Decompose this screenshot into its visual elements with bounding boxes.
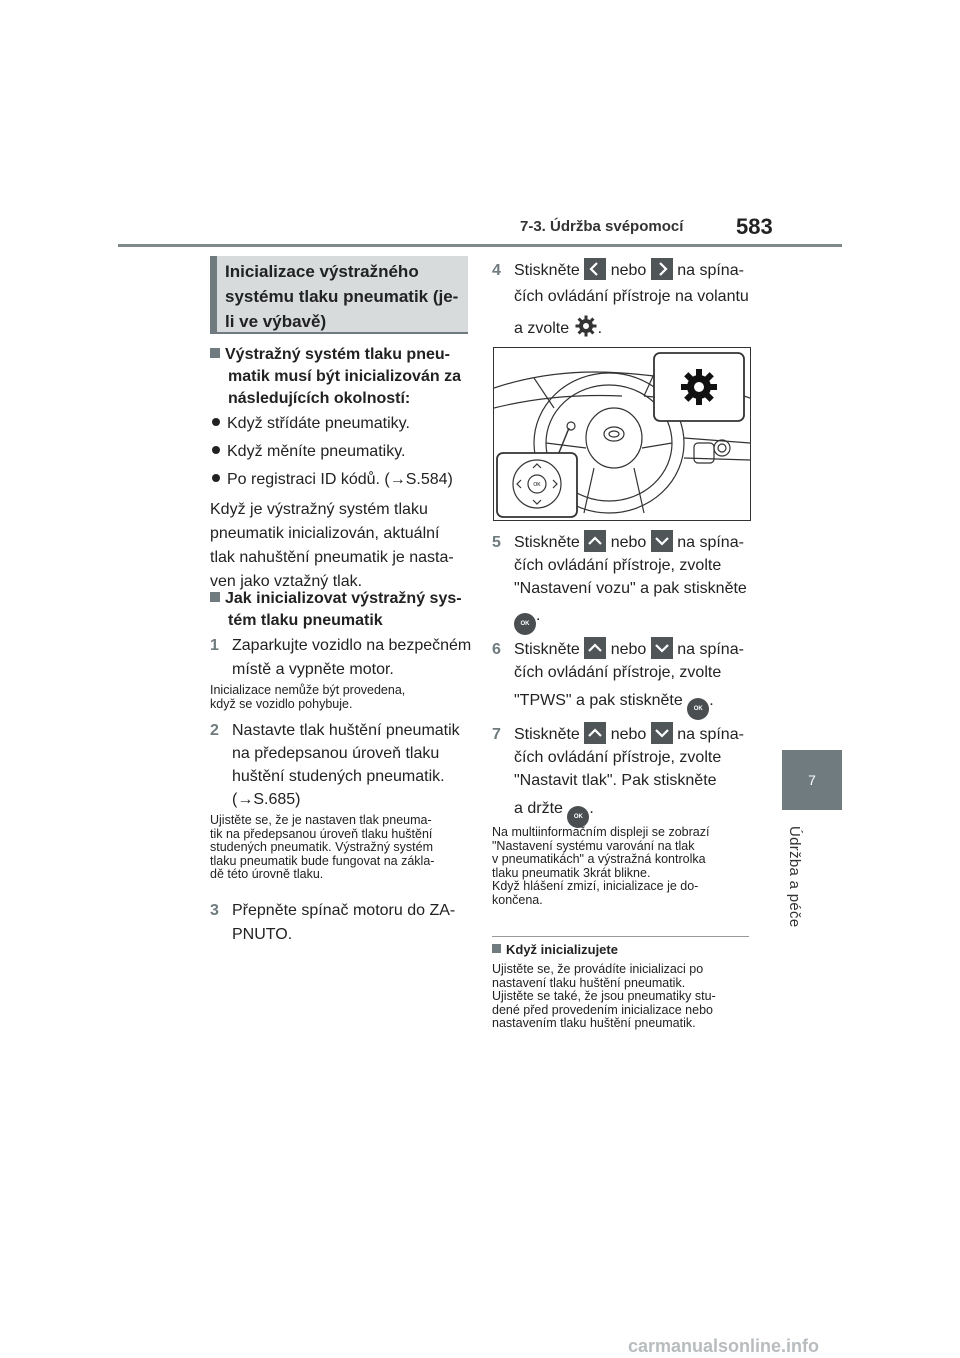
up-arrow-icon (584, 722, 606, 744)
bullet-item: Po registraci ID kódů. (→S.584) (212, 469, 453, 491)
chapter-number: 7 (808, 772, 816, 788)
step-7: 7 Stiskněte nebo na spína- čích ovládání přístroje, zvolte "Nastavit tlak". Pak stiskněte a držte OK . (492, 722, 744, 828)
up-arrow-icon (584, 530, 606, 552)
ok-button-icon: OK (514, 613, 536, 635)
chapter-tab (782, 750, 842, 810)
ok-button-icon: OK (687, 698, 709, 720)
square-bullet-icon (210, 348, 220, 358)
step-3: 3 Přepněte spínač motoru do ZA- PNUTO. (210, 902, 456, 943)
heading-init-conditions: Výstražný systém tlaku pneu- matik musí být inicializován za následujících okolností: (210, 344, 472, 410)
down-arrow-icon (651, 530, 673, 552)
square-bullet-icon (492, 944, 501, 953)
down-arrow-icon (651, 722, 673, 744)
info-heading: Když inicializujete (492, 942, 618, 957)
up-arrow-icon (584, 637, 606, 659)
ok-label: OK (533, 482, 541, 488)
note-step-7: Na multiinformačním displeji se zobrazí "Nastavení systému varování na tlak v pneumatikách" a výstražná kontrolka tlaku pneumatik 3krát blikne. Když hlášení zmizí, inicializace je do- končena. (492, 825, 710, 907)
bullet-icon (212, 418, 220, 426)
note-step-1: Inicializace nemůže být provedena, když se vozidlo pohybuje. (210, 683, 406, 711)
info-rule (492, 936, 749, 937)
left-arrow-icon (584, 258, 606, 280)
down-arrow-icon (651, 637, 673, 659)
square-bullet-icon (210, 592, 220, 602)
bullet-icon (212, 446, 220, 454)
section-title: 7-3. Údržba svépomocí (520, 218, 684, 235)
ok-button-icon: OK (567, 806, 589, 828)
step-2: 2 Nastavte tlak huštění pneumatik na předepsanou úroveň tlaku huštění studených pneumatik. (→S.685) (210, 722, 460, 808)
header-rule (118, 244, 842, 247)
step-5: 5 Stiskněte nebo na spína- čích ovládání přístroje, zvolte "Nastavení vozu" a pak stiskněte OK . (492, 530, 747, 635)
page-number: 583 (736, 214, 773, 239)
step-4: 4 Stiskněte nebo na spína- čích ovládání přístroje na volantu a zvolte . (492, 258, 749, 347)
gear-icon (574, 314, 598, 347)
right-arrow-icon (651, 258, 673, 280)
section-heading: Inicializace výstražného systému tlaku pneumatik (je-li ve výbavě) (210, 256, 468, 334)
bullet-icon (212, 474, 220, 482)
bullet-item: Když měníte pneumatiky. (212, 441, 405, 463)
heading-how-to-init: Jak inicializovat výstražný sys- tém tlaku pneumatik (210, 588, 462, 632)
note-step-2: Ujistěte se, že je nastaven tlak pneuma- tik na předepsanou úroveň tlaku huštění studených pneumatik. Výstražný systém tlaku pneumatik bude fungovat na zákla- dě této úrovně tlaku. (210, 813, 435, 881)
steering-wheel-illustration (493, 347, 751, 521)
step-1: 1 Zaparkujte vozidlo na bezpečném místě a vypněte motor. (210, 637, 472, 678)
paragraph-reference-pressure: Když je výstražný systém tlaku pneumatik inicializován, aktuální tlak nahuštění pneumatik je nasta- ven jako vztažný tlak. (210, 501, 454, 590)
bullet-item: Když střídáte pneumatiky. (212, 413, 410, 435)
gear-icon (681, 369, 717, 405)
watermark: carmanualsonline.info (628, 1336, 820, 1356)
chapter-label: Údržba a péče (786, 826, 803, 928)
info-text: Ujistěte se, že provádíte inicializaci po nastavení tlaku huštění pneumatik. Ujistěte se také, že jsou pneumatiky stu- dené před provedením inicializace nebo nastavením tlaku huštění pneumatik. (492, 962, 716, 1030)
step-6: 6 Stiskněte nebo na spína- čích ovládání přístroje, zvolte "TPWS" a pak stiskněte OK . (492, 637, 744, 720)
